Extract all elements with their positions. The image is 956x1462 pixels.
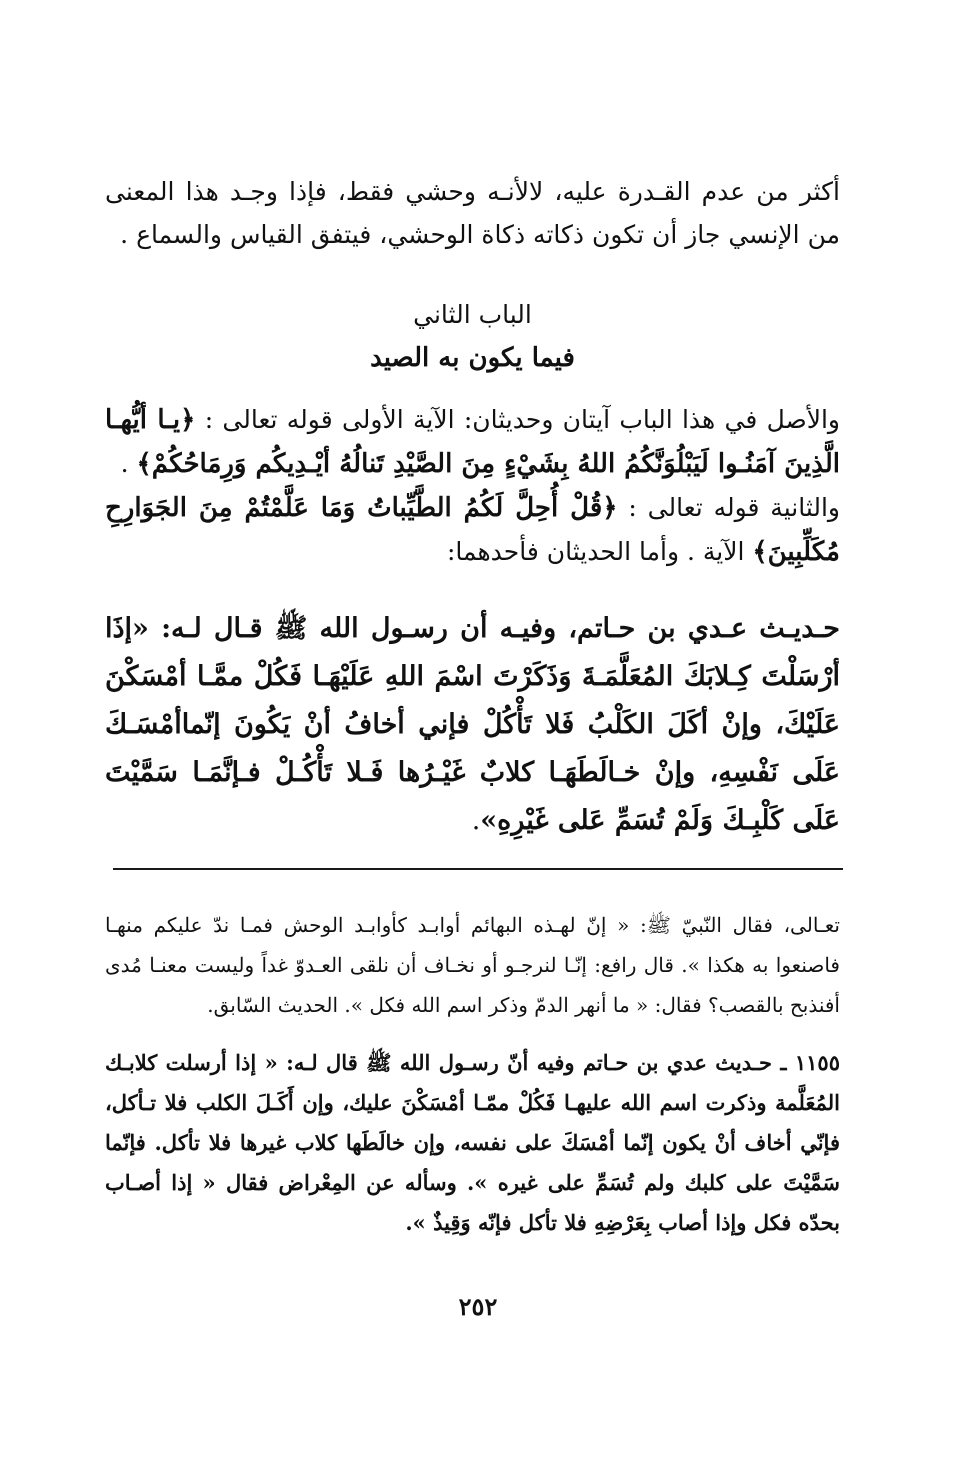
page-number: ٢٥٢ <box>458 1292 498 1321</box>
chapter-title: الباب الثاني <box>413 300 532 329</box>
asl-after-verse-1: . <box>120 449 129 478</box>
asl-paragraph <box>105 398 840 574</box>
hadith-paragraph <box>105 605 840 845</box>
hadith-quote: «إذَا أرْسَلْتَ كِـلابَكَ المُعَلَّمَـةَ وَذَكَرْتَ اسْمَ اللهِ عَلَيْهَـا فَكُلْ ممَّـا أمْسَكْنَ عَلَيْكَ، وإنْ أكَلَ الكَلْبُ فَلا تَأْكُلْ فإني أخافُ أنْ يَكُونَ إنّماأمْسَـكَ عَلَى نَفْسِهِ، وإنْ خـالَطَهَـا كلابٌ غَيْـرُها فَـلا تَأْكُـلْ فـإنَّمَـا سَمَّيْتَ عَلَى كَلْبِـكَ وَلَمْ تُسَمِّ عَلى غَيْرِهِ» <box>105 613 840 836</box>
footnote-2: ١١٥٥ ـ حـديث عدي بن حـاتم وفيه أنّ رسـول الله ﷺ قال لـه: « إذا أرسلت كلابـك المُعَلَّمة وذكرت اسم الله عليهـا فَكُلْ ممّـا أمْسَكْنَ عليك، وإن أَكَـلَ الكلب فلا تـأكل، فإنّي أخاف أنْ يكون إنّما أمْسَكَ على نفسه، وإن خالَطَها كلاب غيرها فلا تأكل. فإنّما سَمَّيْتَ على كلبك ولم تُسَمِّ على غيره ». وسأله عن المِعْراض فقال « إذا أصـاب بحدّه فكل وإذا أصاب بِعَرْضِهِ فلا تأكل فإنّه وَقِيذٌ ». <box>105 1050 840 1235</box>
asl-lead: والأصل في هذا الباب آيتان وحديثان: الآية الأولى قوله تعالى : <box>204 405 840 434</box>
hadith-lead: حـديـث عـدي بن حـاتم، وفيـه أن رسـول الله ﷺ قـال لـه: <box>161 613 840 644</box>
footnote-1: تعـالى، فقال النّبيّ ﷺ: « إنّ لهـذه البهائم أوابـد كأوابـد الوحش فمـا ندّ عليكم منهـا فاصنعوا به هكذا ». قال رافع: إنّـا لنرجـو أو نخـاف أن نلقى العـدوّ غداً وليست معنـا مُدى أفنذبح بالقصب؟ فقال: « ما أنهر الدمّ وذكر اسم الله فكل ». الحديث السّابق. <box>105 913 840 1017</box>
intro-paragraph: أكثر من عدم القـدرة عليه، لالأنـه وحشي فقط، فإذا وجـد هذا المعنى من الإنسي جاز أن تكون ذكاته ذكاة الوحشي، فيتفق القياس والسماع . <box>105 177 840 249</box>
footnote-divider <box>113 868 843 870</box>
quran-verse-1: ﴿يـا أيُّهـا الَّذِينَ آمَنُـوا لَيَبْلُوَنَّكُمُ اللهُ بِشَيْءٍ مِنَ الصَّيْدِ تَنالُهُ أيْـدِيكُم وَرِمَاحُكُمْ﴾ <box>105 405 840 479</box>
asl-after-verse-2: الآية . وأما الحديثان فأحدهما: <box>446 537 745 566</box>
asl-lead-2: والثانية قوله تعالى : <box>628 493 840 522</box>
chapter-subtitle: فيما يكون به الصيد <box>370 343 575 373</box>
quran-verse-2: ﴿قُلْ أُحِلَّ لَكُمُ الطَّيِّباتُ وَمَا عَلَّمْتُمْ مِنَ الجَوَارِحِ مُكَلِّبِينَ﴾ <box>105 493 840 567</box>
hadith-end: . <box>471 805 481 836</box>
